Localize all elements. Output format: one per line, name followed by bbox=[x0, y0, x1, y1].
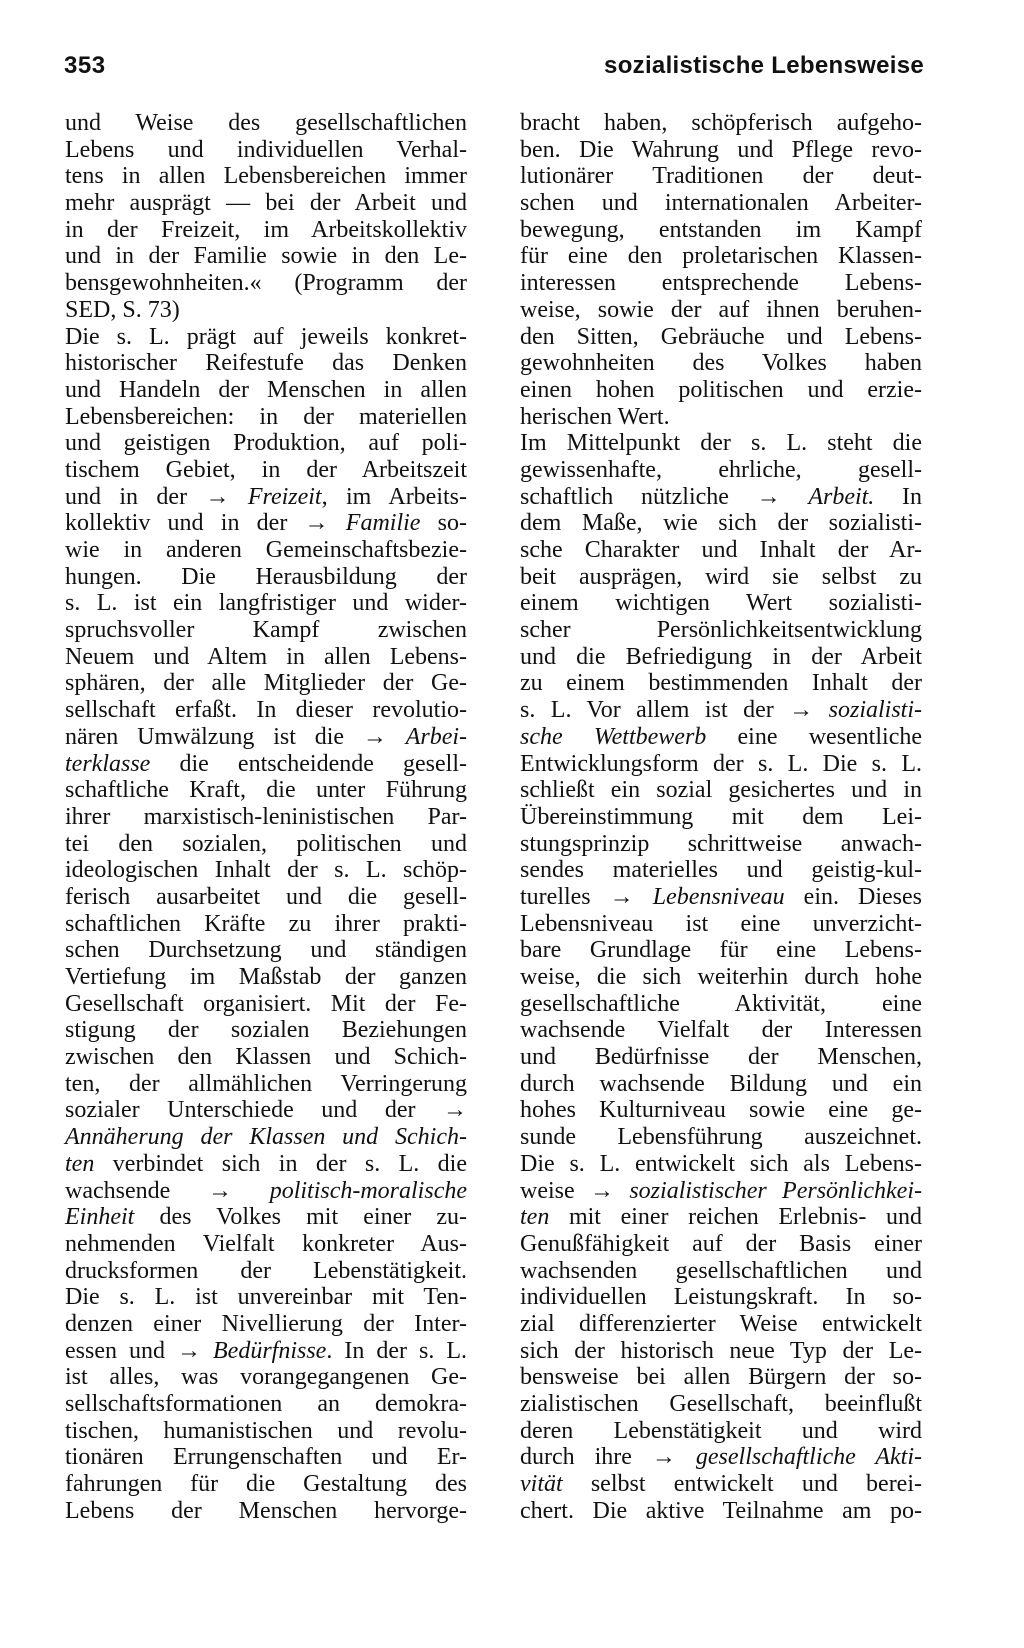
text-segment: verbindet sich in der s. L. die bbox=[94, 1150, 467, 1177]
text-line bbox=[520, 1124, 922, 1151]
text-line bbox=[65, 1178, 467, 1205]
text-segment: wachsenden gesellschaftlichen und bbox=[520, 1257, 922, 1284]
text-line bbox=[65, 457, 467, 484]
text-segment: stungsprinzip schrittweise anwach- bbox=[520, 830, 922, 857]
text-segment: individuellen Leistungskraft. In so- bbox=[520, 1284, 922, 1311]
text-segment: . In der s. L. bbox=[326, 1337, 468, 1364]
text-line bbox=[520, 1338, 922, 1365]
text-segment: selbst entwickelt und berei- bbox=[562, 1471, 922, 1498]
text-segment: historischer Reifestufe das Denken bbox=[65, 350, 467, 377]
text-line bbox=[520, 1498, 922, 1525]
cross-reference-term: Arbei- bbox=[405, 723, 467, 750]
text-segment: schen Durchsetzung und ständigen bbox=[65, 937, 467, 964]
text-line bbox=[65, 110, 467, 137]
text-line bbox=[65, 217, 467, 244]
text-segment: ideologischen Inhalt der s. L. schöp- bbox=[65, 857, 467, 884]
text-line bbox=[520, 777, 922, 804]
text-segment: schaftlichen Kräfte zu ihrer prakti- bbox=[65, 910, 467, 937]
text-line bbox=[520, 590, 922, 617]
text-segment: bare Grundlage für eine Lebens- bbox=[520, 937, 922, 964]
text-segment: so- bbox=[420, 510, 467, 537]
text-line bbox=[520, 297, 922, 324]
cross-reference-term: gesellschaftliche Akti- bbox=[695, 1444, 922, 1471]
text-segment: durch wachsende Bildung und ein bbox=[520, 1070, 922, 1097]
text-segment: nären Umwälzung ist die → bbox=[65, 723, 406, 750]
text-line bbox=[65, 857, 467, 884]
cross-reference-term: Einheit bbox=[65, 1204, 135, 1231]
text-line bbox=[65, 724, 467, 751]
text-line bbox=[520, 911, 922, 938]
text-segment: ben. Die Wahrung und Pflege revo- bbox=[520, 136, 922, 163]
text-line bbox=[65, 1204, 467, 1231]
right-text-column bbox=[520, 110, 922, 1524]
text-line bbox=[520, 350, 922, 377]
text-segment: in der Freizeit, im Arbeitskollektiv bbox=[65, 216, 467, 243]
text-line bbox=[65, 697, 467, 724]
cross-reference-term: Familie bbox=[345, 510, 421, 537]
text-line bbox=[520, 163, 922, 190]
text-segment: weise, die sich weiterhin durch hohe bbox=[520, 964, 922, 990]
text-segment: ihrer marxistisch-leninistischen Par- bbox=[65, 803, 467, 830]
text-line bbox=[520, 804, 922, 831]
page-number: 353 bbox=[64, 52, 106, 79]
text-segment: mehr ausprägt — bei der Arbeit und bbox=[65, 190, 467, 217]
text-line bbox=[65, 537, 467, 564]
text-segment: Gesellschaft organisiert. Mit der Fe- bbox=[65, 990, 467, 1017]
left-text-column bbox=[65, 110, 467, 1524]
text-segment: gesellschaftliche Aktivität, eine bbox=[520, 990, 922, 1017]
text-line bbox=[520, 217, 922, 244]
text-segment: wie in anderen Gemeinschaftsbezie- bbox=[65, 537, 467, 563]
text-line bbox=[520, 644, 922, 671]
text-segment: Entwicklungsform der s. L. Die s. L. bbox=[520, 750, 922, 777]
text-line bbox=[65, 1097, 467, 1124]
text-line bbox=[65, 1444, 467, 1471]
text-line bbox=[520, 1097, 922, 1124]
text-line bbox=[65, 1044, 467, 1071]
text-line bbox=[65, 991, 467, 1018]
text-line bbox=[520, 1258, 922, 1285]
text-segment: ten, der allmählichen Verringerung bbox=[65, 1070, 467, 1097]
cross-reference-term: terklasse bbox=[65, 750, 151, 777]
text-segment: zial differenzierter Weise entwickelt bbox=[520, 1310, 922, 1337]
text-segment: Lebensbereichen: in der materiellen bbox=[65, 403, 467, 430]
text-line bbox=[520, 1231, 922, 1258]
text-line bbox=[520, 324, 922, 351]
text-segment: scher Persönlichkeitsentwicklung bbox=[520, 617, 922, 644]
text-segment: s. L. ist ein langfristiger und wider- bbox=[65, 590, 467, 617]
text-segment: sendes materielles und geistig-kul- bbox=[520, 857, 922, 884]
text-line bbox=[65, 1391, 467, 1418]
text-segment: schaftliche Kraft, die unter Führung bbox=[65, 777, 467, 804]
text-line bbox=[65, 777, 467, 804]
text-segment: einen hohen politischen und erzie- bbox=[520, 376, 922, 403]
text-line bbox=[520, 1391, 922, 1418]
text-line bbox=[520, 1311, 922, 1338]
text-segment: mit einer reichen Erlebnis- und bbox=[549, 1204, 922, 1231]
text-segment: sphären, der alle Mitglieder der Ge- bbox=[65, 670, 467, 697]
text-line bbox=[65, 350, 467, 377]
text-segment: sellschaftsformationen an demokra- bbox=[65, 1391, 467, 1417]
text-line bbox=[65, 804, 467, 831]
text-line bbox=[520, 377, 922, 404]
text-segment: einem wichtigen Wert sozialisti- bbox=[520, 590, 922, 617]
text-line bbox=[65, 617, 467, 644]
text-segment: Genußfähigkeit auf der Basis einer bbox=[520, 1230, 922, 1257]
text-line bbox=[520, 430, 922, 457]
text-segment: fahrungen für die Gestaltung des bbox=[65, 1471, 467, 1498]
text-segment: Lebensniveau ist eine unverzicht- bbox=[520, 910, 922, 937]
text-segment: nehmenden Vielfalt konkreter Aus- bbox=[65, 1230, 467, 1257]
text-segment: und geistigen Produktion, auf poli- bbox=[65, 430, 467, 457]
text-line bbox=[520, 1418, 922, 1445]
text-segment: für eine den proletarischen Klassen- bbox=[520, 243, 922, 270]
text-line bbox=[520, 884, 922, 911]
text-segment: kollektiv und in der → bbox=[65, 510, 346, 537]
text-segment: hungen. Die Herausbildung der bbox=[65, 563, 467, 590]
text-line bbox=[65, 1284, 467, 1311]
text-line bbox=[65, 564, 467, 591]
text-line bbox=[65, 590, 467, 617]
text-segment: bensgewohnheiten.« (Programm der bbox=[65, 270, 467, 297]
text-segment: sich der historisch neue Typ der Le- bbox=[520, 1337, 922, 1364]
cross-reference-term: sche Wettbewerb bbox=[520, 723, 707, 750]
text-line bbox=[65, 1231, 467, 1258]
text-line bbox=[520, 697, 922, 724]
text-line bbox=[65, 884, 467, 911]
text-line bbox=[65, 163, 467, 190]
text-line bbox=[520, 270, 922, 297]
text-segment: weise → bbox=[520, 1177, 630, 1204]
cross-reference-term: vität bbox=[520, 1471, 563, 1498]
text-line bbox=[65, 430, 467, 457]
text-segment: zu einem bestimmenden Inhalt der bbox=[520, 670, 922, 697]
text-line bbox=[65, 1498, 467, 1525]
text-segment: bewegung, entstanden im Kampf bbox=[520, 216, 922, 243]
text-line bbox=[65, 1258, 467, 1285]
text-line bbox=[65, 964, 467, 991]
text-line bbox=[65, 1124, 467, 1151]
text-line bbox=[65, 190, 467, 217]
text-line bbox=[520, 617, 922, 644]
text-segment: zwischen den Klassen und Schich- bbox=[65, 1044, 467, 1071]
text-segment: Lebens der Menschen hervorge- bbox=[65, 1497, 467, 1524]
text-segment: sche Charakter und Inhalt der Ar- bbox=[520, 537, 922, 563]
text-line bbox=[65, 484, 467, 511]
text-segment: tischem Gebiet, in der Arbeitszeit bbox=[65, 456, 467, 483]
text-segment: , im Arbeits- bbox=[321, 483, 468, 510]
cross-reference-term: Freizeit bbox=[247, 483, 322, 510]
text-segment: Die s. L. prägt auf jeweils konkret- bbox=[65, 323, 467, 350]
text-line bbox=[65, 644, 467, 671]
text-segment: spruchsvoller Kampf zwischen bbox=[65, 617, 467, 644]
text-line bbox=[65, 1338, 467, 1365]
text-line bbox=[520, 1284, 922, 1311]
text-line bbox=[520, 964, 922, 991]
text-segment: chert. Die aktive Teilnahme am po- bbox=[520, 1497, 922, 1524]
cross-reference-term: Bedürfnisse bbox=[213, 1337, 327, 1364]
text-segment: weise, sowie der auf ihnen beruhen- bbox=[520, 296, 922, 323]
text-segment: schaftlich nützliche → bbox=[520, 483, 809, 510]
text-segment: und die Befriedigung in der Arbeit bbox=[520, 643, 922, 670]
text-line bbox=[520, 404, 922, 431]
text-line bbox=[65, 377, 467, 404]
cross-reference-term: sozialisti- bbox=[828, 697, 922, 724]
text-line bbox=[65, 1017, 467, 1044]
text-segment: herischen Wert. bbox=[520, 403, 670, 430]
text-segment: zialistischen Gesellschaft, beeinflußt bbox=[520, 1391, 922, 1417]
text-line bbox=[65, 404, 467, 431]
text-segment: wachsende Vielfalt der Interessen bbox=[520, 1017, 922, 1044]
text-segment: den Sitten, Gebräuche und Lebens- bbox=[520, 323, 922, 350]
text-segment: Neuem und Altem in allen Lebens- bbox=[65, 643, 467, 670]
text-line bbox=[65, 324, 467, 351]
text-segment: Die s. L. ist unvereinbar mit Ten- bbox=[65, 1284, 467, 1311]
text-line bbox=[520, 670, 922, 697]
cross-reference-term: Arbeit. bbox=[808, 483, 875, 510]
text-segment: lutionärer Traditionen der deut- bbox=[520, 163, 922, 190]
text-segment: gewohnheiten des Volkes haben bbox=[520, 350, 922, 377]
text-line bbox=[65, 270, 467, 297]
text-line bbox=[520, 1178, 922, 1205]
cross-reference-term: ten bbox=[520, 1204, 550, 1231]
cross-reference-term: politisch-moralische bbox=[269, 1177, 467, 1204]
text-segment: hohes Kulturniveau sowie eine ge- bbox=[520, 1097, 922, 1124]
text-segment: und in der Familie sowie in den Le- bbox=[65, 243, 467, 270]
text-line bbox=[520, 564, 922, 591]
text-line bbox=[65, 751, 467, 778]
running-head: sozialistische Lebensweise bbox=[604, 52, 924, 79]
text-line bbox=[520, 991, 922, 1018]
text-segment: Vertiefung im Maßstab der ganzen bbox=[65, 964, 467, 990]
text-line bbox=[65, 937, 467, 964]
text-segment: turelles → bbox=[520, 883, 653, 910]
text-segment: Übereinstimmung mit dem Lei- bbox=[520, 803, 922, 830]
text-line bbox=[520, 510, 922, 537]
text-segment: und in der → bbox=[65, 483, 248, 510]
text-line bbox=[520, 110, 922, 137]
text-segment: drucksformen der Lebenstätigkeit. bbox=[65, 1257, 467, 1284]
text-segment: bensweise bei allen Bürgern der so- bbox=[520, 1364, 922, 1391]
text-line bbox=[520, 724, 922, 751]
text-line bbox=[520, 1204, 922, 1231]
text-segment: s. L. Vor allem ist der → bbox=[520, 697, 829, 724]
text-segment: wachsende → bbox=[65, 1177, 270, 1204]
text-line bbox=[65, 1151, 467, 1178]
text-line bbox=[520, 1364, 922, 1391]
text-line bbox=[65, 297, 467, 324]
text-line bbox=[65, 137, 467, 164]
text-segment: beit ausprägen, wird sie selbst zu bbox=[520, 563, 922, 590]
text-line bbox=[65, 831, 467, 858]
text-line bbox=[65, 1418, 467, 1445]
text-line bbox=[520, 1444, 922, 1471]
text-line bbox=[520, 831, 922, 858]
text-segment: des Volkes mit einer zu- bbox=[134, 1204, 467, 1231]
text-line bbox=[65, 1364, 467, 1391]
text-segment: essen und → bbox=[65, 1337, 214, 1364]
text-line bbox=[520, 1071, 922, 1098]
text-segment: Im Mittelpunkt der s. L. steht die bbox=[520, 430, 922, 457]
text-segment: deren Lebenstätigkeit und wird bbox=[520, 1417, 922, 1444]
text-segment: sozialer Unterschiede und der → bbox=[65, 1097, 467, 1124]
cross-reference-term: ten bbox=[65, 1150, 95, 1177]
text-line bbox=[520, 457, 922, 484]
text-line bbox=[65, 1071, 467, 1098]
text-segment: ein. Dieses bbox=[784, 883, 922, 910]
text-segment: Lebens und individuellen Verhal- bbox=[65, 136, 467, 163]
text-line bbox=[65, 243, 467, 270]
text-segment: bracht haben, schöpferisch aufgeho- bbox=[520, 110, 922, 136]
text-line bbox=[520, 484, 922, 511]
text-segment: tischen, humanistischen und revolu- bbox=[65, 1417, 467, 1444]
text-segment: stigung der sozialen Beziehungen bbox=[65, 1017, 467, 1044]
text-line bbox=[65, 510, 467, 537]
text-line bbox=[520, 243, 922, 270]
cross-reference-term: Annäherung der Klassen und Schich- bbox=[65, 1124, 467, 1151]
text-line bbox=[65, 1471, 467, 1498]
cross-reference-term: sozialistischer Persönlichkei- bbox=[629, 1177, 922, 1204]
text-line bbox=[520, 1471, 922, 1498]
text-segment: Die s. L. entwickelt sich als Lebens- bbox=[520, 1150, 922, 1177]
text-segment: und Bedürfnisse der Menschen, bbox=[520, 1044, 922, 1071]
text-line bbox=[520, 1017, 922, 1044]
text-line bbox=[65, 670, 467, 697]
text-line bbox=[65, 1311, 467, 1338]
text-segment: schen und internationalen Arbeiter- bbox=[520, 190, 922, 217]
text-segment: tei den sozialen, politischen und bbox=[65, 830, 467, 857]
text-segment: schließt ein sozial gesichertes und in bbox=[520, 777, 922, 804]
text-segment: und Handeln der Menschen in allen bbox=[65, 376, 467, 403]
text-segment: sellschaft erfaßt. In dieser revolutio- bbox=[65, 697, 467, 724]
text-segment: In bbox=[874, 483, 922, 510]
cross-reference-term: Lebensniveau bbox=[652, 883, 785, 910]
text-segment: dem Maße, wie sich der sozialisti- bbox=[520, 510, 922, 537]
text-line bbox=[520, 1044, 922, 1071]
text-segment: ferisch ausarbeitet und die gesell- bbox=[65, 883, 467, 910]
text-segment: SED, S. 73) bbox=[65, 296, 180, 323]
text-line bbox=[520, 537, 922, 564]
text-line bbox=[520, 857, 922, 884]
text-segment: ist alles, was vorangegangenen Ge- bbox=[65, 1364, 467, 1391]
text-segment: denzen einer Nivellierung der Inter- bbox=[65, 1310, 467, 1337]
text-segment: tens in allen Lebensbereichen immer bbox=[65, 163, 467, 190]
text-line bbox=[65, 911, 467, 938]
text-line bbox=[520, 937, 922, 964]
text-segment: gewissenhafte, ehrliche, gesell- bbox=[520, 456, 922, 483]
text-line bbox=[520, 137, 922, 164]
text-segment: die entscheidende gesell- bbox=[150, 750, 467, 777]
text-segment: tionären Errungenschaften und Er- bbox=[65, 1444, 467, 1471]
text-segment: durch ihre → bbox=[520, 1444, 696, 1471]
text-segment: eine wesentliche bbox=[706, 723, 922, 750]
text-line bbox=[520, 1151, 922, 1178]
text-line bbox=[520, 190, 922, 217]
text-segment: sunde Lebensführung auszeichnet. bbox=[520, 1124, 922, 1151]
text-segment: interessen entsprechende Lebens- bbox=[520, 270, 922, 297]
text-line bbox=[520, 751, 922, 778]
text-segment: und Weise des gesellschaftlichen bbox=[65, 110, 467, 136]
